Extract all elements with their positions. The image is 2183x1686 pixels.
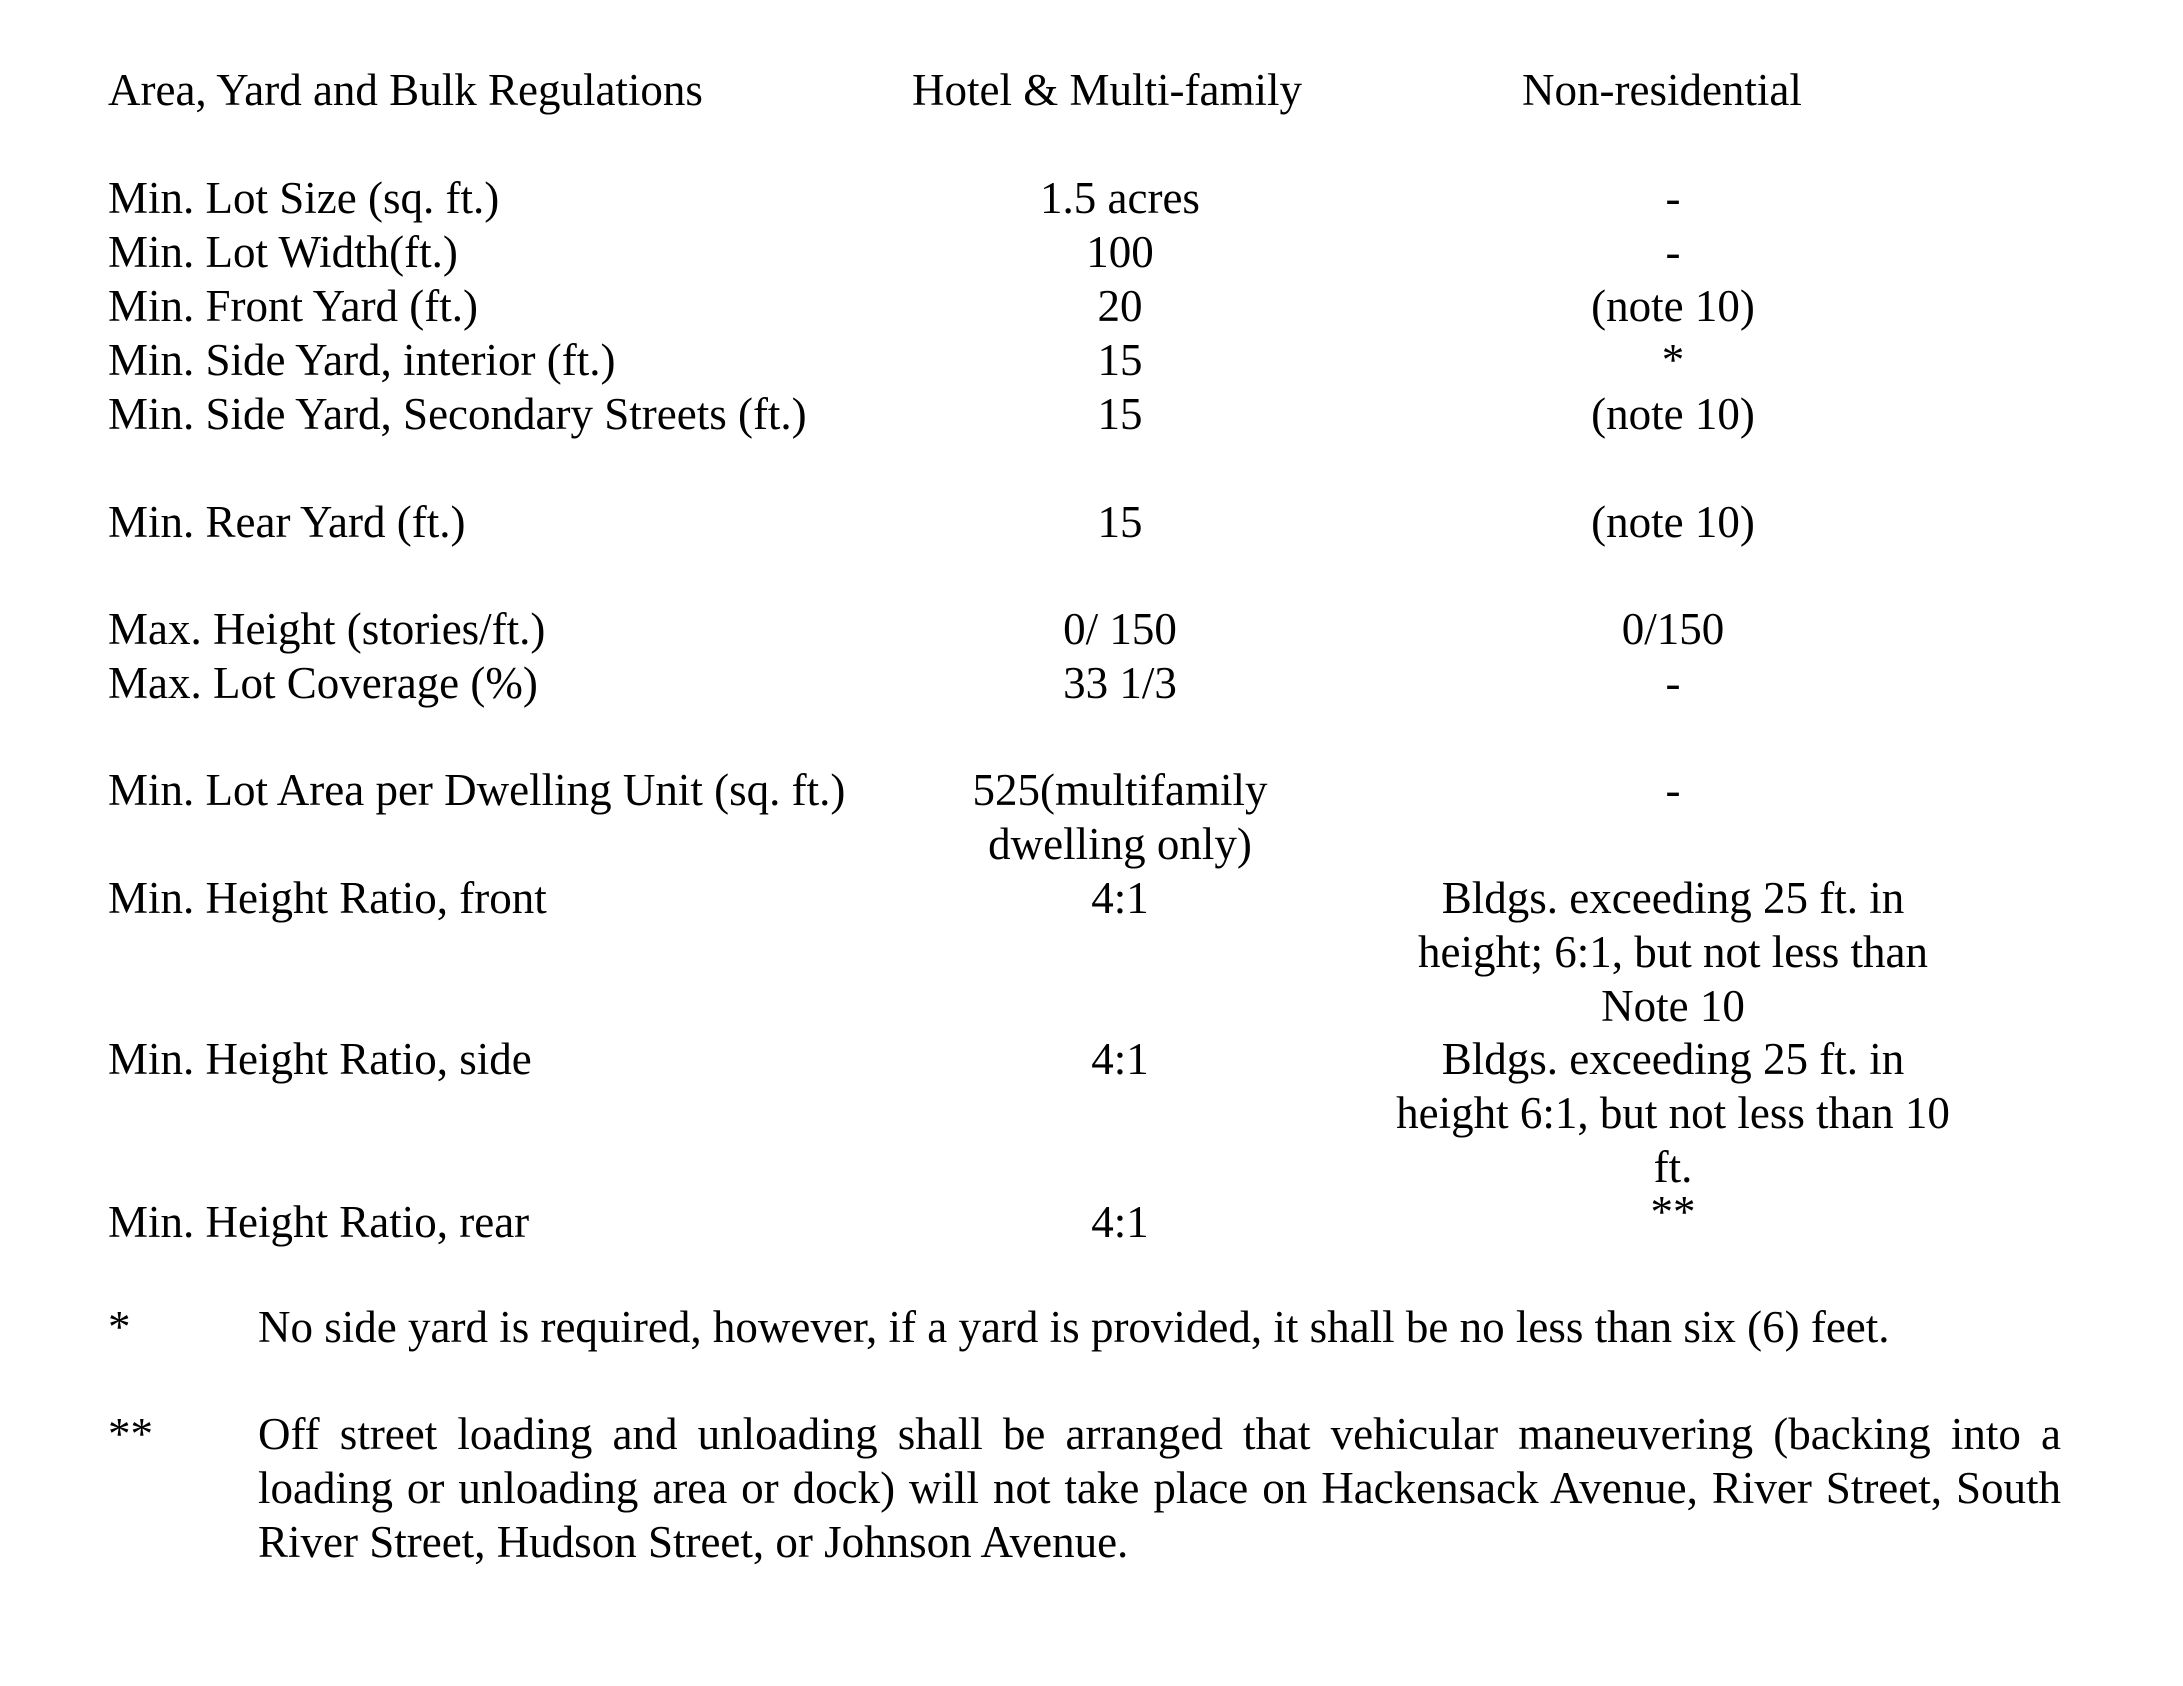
row-label: Min. Height Ratio, front	[108, 873, 547, 923]
row-label: Min. Height Ratio, rear	[108, 1197, 530, 1247]
row-nonres-value: Bldgs. exceeding 25 ft. in height; 6:1, but not less than Note 10	[1418, 873, 1928, 1031]
row-hotel-value: 0/ 150	[1063, 604, 1177, 654]
row-nonres-value: -	[1665, 173, 1681, 223]
row-label: Min. Lot Area per Dwelling Unit (sq. ft.)	[108, 765, 846, 815]
row-hotel-value: 4:1	[1091, 873, 1149, 923]
row-label: Min. Height Ratio, side	[108, 1034, 532, 1084]
row-label: Min. Lot Width(ft.)	[108, 227, 458, 277]
row-hotel-value: 1.5 acres	[1040, 173, 1200, 223]
row-hotel-value: 15	[1097, 335, 1143, 385]
row-hotel-value: 4:1	[1091, 1034, 1149, 1084]
header-regulations: Area, Yard and Bulk Regulations	[108, 65, 703, 115]
row-nonres-value: *	[1661, 335, 1685, 385]
row-label: Min. Lot Size (sq. ft.)	[108, 173, 500, 223]
row-nonres-value: 0/150	[1621, 604, 1725, 654]
row-hotel-value: 15	[1097, 389, 1143, 439]
row-nonres-value: -	[1665, 765, 1681, 815]
row-hotel-value: 15	[1097, 497, 1143, 547]
row-nonres-value: (note 10)	[1591, 389, 1755, 439]
row-nonres-value: -	[1665, 658, 1681, 708]
row-nonres-value: Bldgs. exceeding 25 ft. in height 6:1, but not less than 10 ft.	[1396, 1034, 1950, 1192]
row-hotel-value: 100	[1086, 227, 1154, 277]
row-hotel-value: 525(multifamily dwelling only)	[972, 765, 1268, 869]
row-label: Max. Lot Coverage (%)	[108, 658, 538, 708]
footnote-mark: *	[108, 1302, 131, 1352]
header-non-residential: Non-residential	[1522, 65, 1802, 115]
row-label: Min. Front Yard (ft.)	[108, 281, 479, 331]
row-label: Min. Rear Yard (ft.)	[108, 497, 466, 547]
row-hotel-value: 33 1/3	[1063, 658, 1177, 708]
row-label: Min. Side Yard, interior (ft.)	[108, 335, 616, 385]
row-hotel-value: 4:1	[1091, 1197, 1149, 1247]
row-label: Min. Side Yard, Secondary Streets (ft.)	[108, 389, 807, 439]
footnote-mark: **	[108, 1409, 153, 1459]
row-nonres-value: **	[1650, 1187, 1696, 1237]
footnote-text: No side yard is required, however, if a yard is provided, it shall be no less than six (6) feet.	[258, 1302, 1890, 1352]
header-hotel-multifamily: Hotel & Multi-family	[912, 65, 1302, 115]
footnote-text: Off street loading and unloading shall be arranged that vehicular maneuvering (backing into a loading or unloading area or dock) will not take place on Hackensack Avenue, River Street, South River Street, Hudson Street, or Johnson Avenue.	[258, 1409, 2061, 1567]
row-hotel-value: 20	[1097, 281, 1143, 331]
row-label: Max. Height (stories/ft.)	[108, 604, 546, 654]
row-nonres-value: -	[1665, 227, 1681, 277]
row-nonres-value: (note 10)	[1591, 497, 1755, 547]
row-nonres-value: (note 10)	[1591, 281, 1755, 331]
